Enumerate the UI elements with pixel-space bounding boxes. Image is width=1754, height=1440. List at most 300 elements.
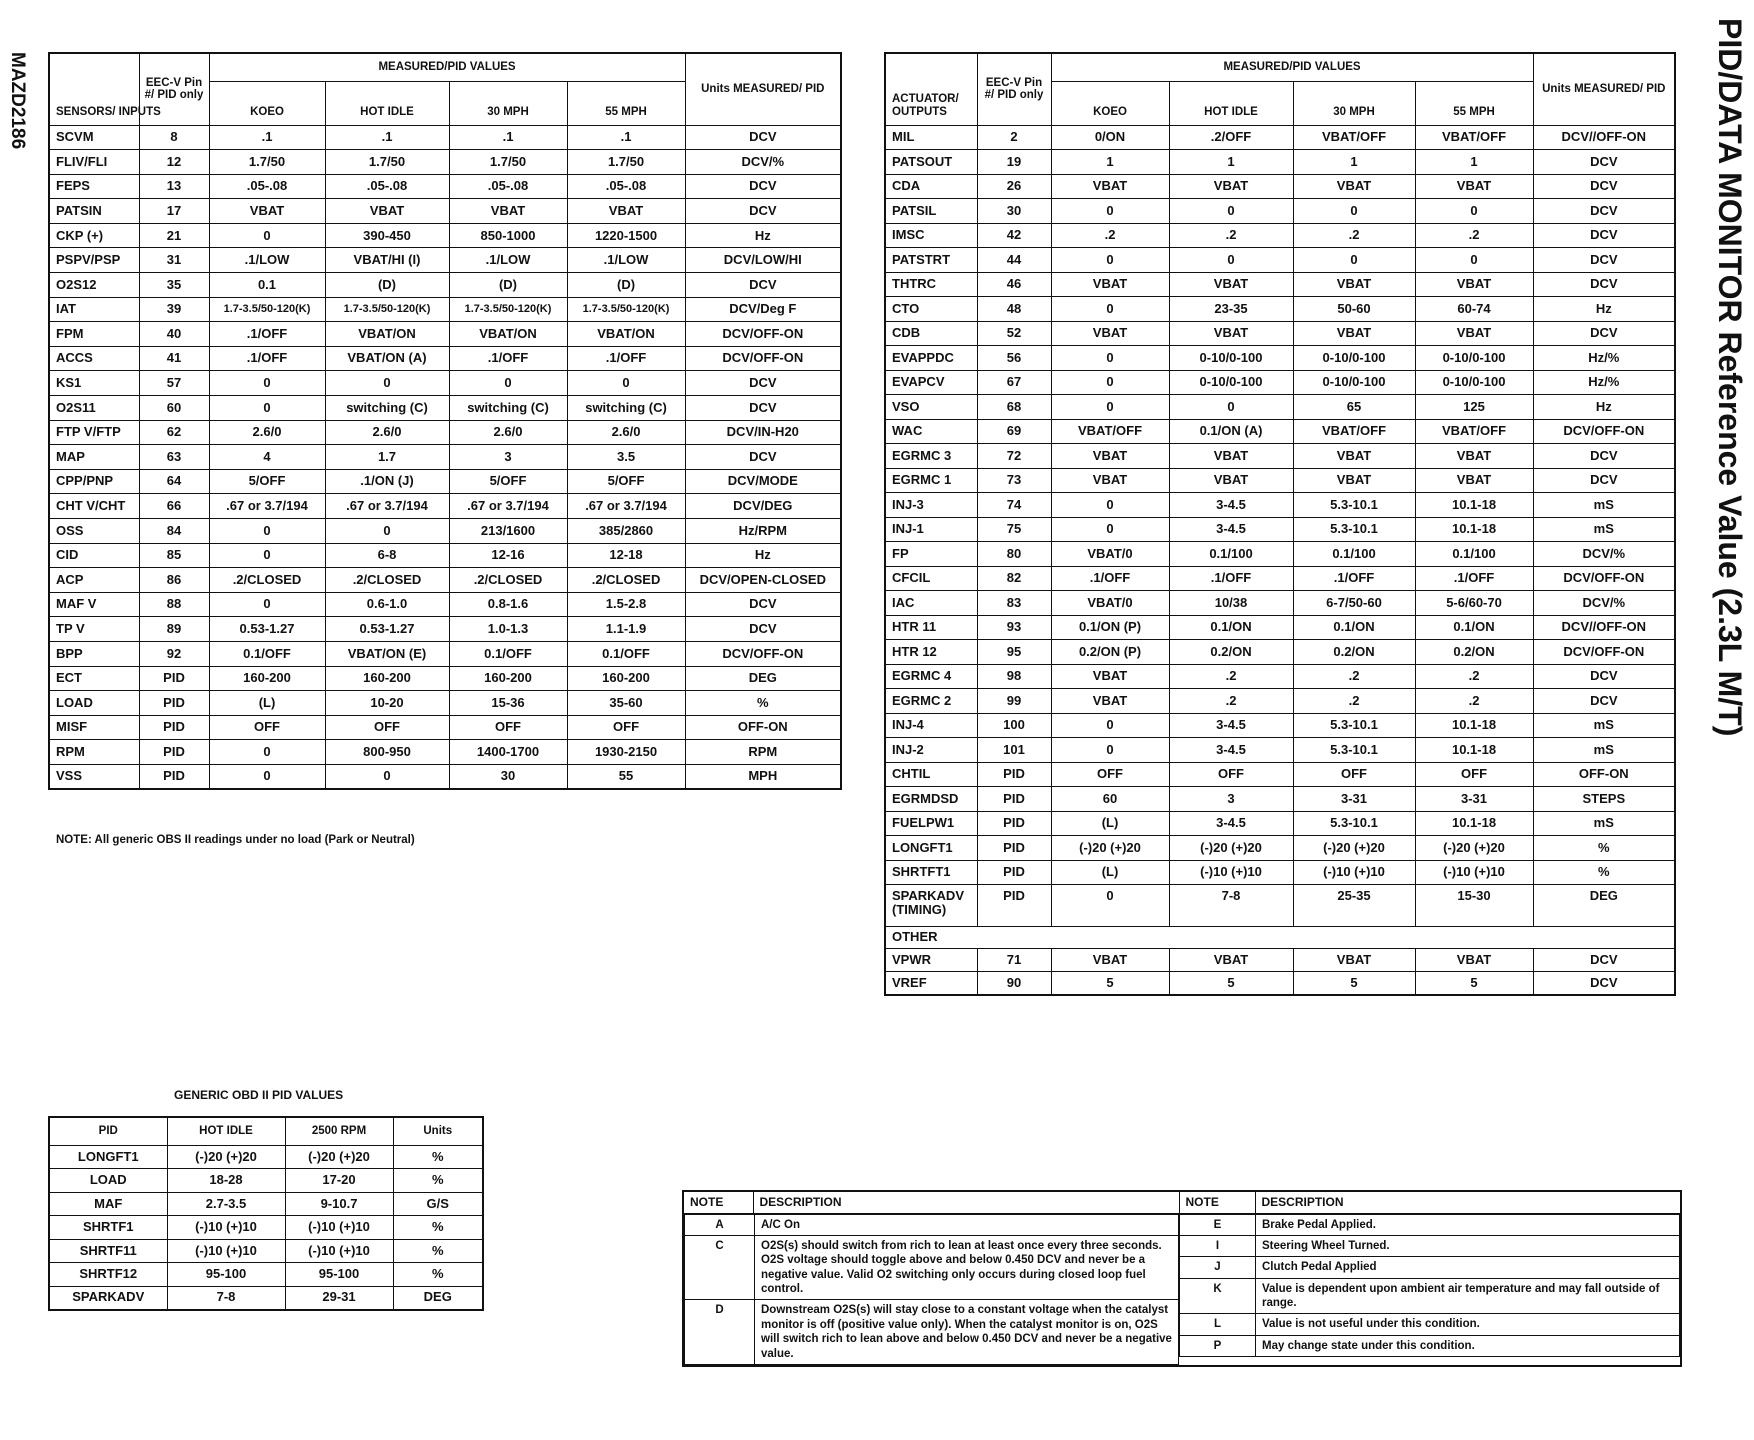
table-cell: 71: [977, 949, 1051, 972]
table-cell: (D): [567, 273, 685, 298]
table-cell: 10.1-18: [1415, 493, 1533, 518]
table-cell: .1/OFF: [449, 346, 567, 371]
table-row: [885, 591, 1675, 616]
table-cell: DCV/OFF-ON: [685, 346, 841, 371]
table-cell: 0.1/100: [1169, 542, 1293, 567]
table-cell: 1: [1051, 150, 1169, 175]
table-cell: .2: [1293, 223, 1415, 248]
table-cell: VBAT/HI (I): [325, 248, 449, 273]
table-cell: 0: [325, 519, 449, 544]
row-label: EVAPPDC: [885, 346, 977, 371]
sensors-name-header: SENSORS/ INPUTS: [49, 53, 139, 125]
table-cell: 56: [977, 346, 1051, 371]
actuators-table-body: [885, 125, 1675, 995]
row-label: TP V: [49, 617, 139, 642]
table-cell: 160-200: [567, 666, 685, 691]
table-cell: %: [1533, 836, 1675, 861]
table-cell: DCV: [685, 445, 841, 470]
note-row: [685, 1300, 1179, 1365]
table-cell: DCV/MODE: [685, 469, 841, 494]
table-cell: (L): [1051, 811, 1169, 836]
table-cell: DCV: [1533, 949, 1675, 972]
sensors-group-header: MEASURED/PID VALUES: [209, 53, 685, 81]
table-cell: 5/OFF: [209, 469, 325, 494]
table-row: [49, 223, 841, 248]
table-cell: DCV: [685, 125, 841, 150]
table-row: [885, 150, 1675, 175]
table-cell: mS: [1533, 811, 1675, 836]
note-description: Brake Pedal Applied.: [1256, 1214, 1680, 1235]
column-header: 2500 RPM: [285, 1117, 393, 1145]
table-cell: VBAT/OFF: [1415, 419, 1533, 444]
table-cell: (-)10 (+)10: [285, 1216, 393, 1240]
table-cell: 82: [977, 566, 1051, 591]
note-description: Value is not useful under this condition.: [1256, 1314, 1680, 1335]
table-cell: 60: [1051, 787, 1169, 812]
table-cell: 69: [977, 419, 1051, 444]
table-row: [49, 469, 841, 494]
row-label: OSS: [49, 519, 139, 544]
table-row: [885, 248, 1675, 273]
note-letter: I: [1180, 1235, 1256, 1256]
table-cell: (-)20 (+)20: [1293, 836, 1415, 861]
row-label: EGRMC 3: [885, 444, 977, 469]
table-cell: 72: [977, 444, 1051, 469]
table-cell: 1.7/50: [449, 150, 567, 175]
table-cell: DCV/%: [1533, 591, 1675, 616]
note-description: May change state under this condition.: [1256, 1335, 1680, 1356]
notes-right-description-header: DESCRIPTION: [1255, 1191, 1681, 1213]
table-cell: 41: [139, 346, 209, 371]
row-label: MIL: [885, 125, 977, 150]
table-cell: Hz: [1533, 297, 1675, 322]
table-cell: VBAT: [1051, 321, 1169, 346]
row-label: MAF V: [49, 592, 139, 617]
row-label: CPP/PNP: [49, 469, 139, 494]
notes-right-note-header: NOTE: [1179, 1191, 1255, 1213]
sensors-55mph-header: 55 MPH: [567, 81, 685, 125]
table-cell: DEG: [393, 1286, 483, 1310]
row-label: IMSC: [885, 223, 977, 248]
notes-left-description-header: DESCRIPTION: [753, 1191, 1179, 1213]
table-cell: 0: [1415, 248, 1533, 273]
table-cell: DCV/LOW/HI: [685, 248, 841, 273]
row-label: CID: [49, 543, 139, 568]
table-cell: DCV: [1533, 223, 1675, 248]
table-cell: DCV: [1533, 689, 1675, 714]
table-cell: .67 or 3.7/194: [325, 494, 449, 519]
table-cell: .1: [449, 125, 567, 150]
table-row: [885, 272, 1675, 297]
row-label: O2S11: [49, 396, 139, 421]
table-cell: .05-.08: [325, 174, 449, 199]
table-row: [49, 174, 841, 199]
table-cell: (D): [325, 273, 449, 298]
table-row: [49, 691, 841, 716]
notes-table-body: [683, 1213, 1681, 1366]
table-cell: 68: [977, 395, 1051, 420]
generic-obd-table: [48, 1116, 484, 1311]
table-cell: 98: [977, 664, 1051, 689]
table-cell: 5.3-10.1: [1293, 811, 1415, 836]
table-row: [885, 949, 1675, 972]
table-cell: DCV: [1533, 468, 1675, 493]
note-row: [1180, 1314, 1680, 1335]
table-cell: DCV/OFF-ON: [1533, 419, 1675, 444]
table-cell: 3: [449, 445, 567, 470]
table-cell: 0: [1293, 248, 1415, 273]
table-cell: .1: [325, 125, 449, 150]
table-cell: 3: [1169, 787, 1293, 812]
table-cell: 5.3-10.1: [1293, 517, 1415, 542]
table-cell: 5/OFF: [567, 469, 685, 494]
table-cell: .1/OFF: [1051, 566, 1169, 591]
table-row: [49, 199, 841, 224]
table-cell: DCV/IN-H20: [685, 420, 841, 445]
table-cell: 0.6-1.0: [325, 592, 449, 617]
table-cell: DCV: [1533, 972, 1675, 995]
actuator-outputs-table: [884, 52, 1676, 996]
table-row: [49, 1216, 483, 1240]
table-cell: DCV: [1533, 199, 1675, 224]
table-cell: .2/OFF: [1169, 125, 1293, 150]
row-label: CTO: [885, 297, 977, 322]
note-row: [1180, 1214, 1680, 1235]
note-description: Value is dependent upon ambient air temperature and may fall outside of range.: [1256, 1278, 1680, 1314]
table-cell: 160-200: [449, 666, 567, 691]
table-cell: .05-.08: [449, 174, 567, 199]
table-cell: 0: [209, 519, 325, 544]
table-cell: DCV//OFF-ON: [1533, 615, 1675, 640]
table-cell: 10.1-18: [1415, 738, 1533, 763]
table-cell: Hz: [685, 223, 841, 248]
table-cell: 62: [139, 420, 209, 445]
note-letter: A: [685, 1214, 755, 1235]
table-cell: mS: [1533, 493, 1675, 518]
table-cell: (-)20 (+)20: [1169, 836, 1293, 861]
table-cell: 89: [139, 617, 209, 642]
row-label: KS1: [49, 371, 139, 396]
row-label: PATSTRT: [885, 248, 977, 273]
table-cell: 850-1000: [449, 223, 567, 248]
table-cell: switching (C): [325, 396, 449, 421]
table-row: [49, 740, 841, 765]
note-letter: D: [685, 1300, 755, 1365]
table-cell: 92: [139, 641, 209, 666]
row-label: MAP: [49, 445, 139, 470]
table-cell: 2.6/0: [449, 420, 567, 445]
table-cell: 0: [1051, 517, 1169, 542]
table-cell: PID: [977, 885, 1051, 927]
table-cell: %: [393, 1239, 483, 1263]
table-cell: .1/LOW: [209, 248, 325, 273]
table-cell: 85: [139, 543, 209, 568]
table-cell: 3-4.5: [1169, 493, 1293, 518]
actuators-pin-header: EEC-V Pin #/ PID only: [977, 53, 1051, 125]
table-cell: 39: [139, 297, 209, 322]
sensors-30mph-header: 30 MPH: [449, 81, 567, 125]
actuators-55mph-header: 55 MPH: [1415, 81, 1533, 125]
actuators-30mph-header: 30 MPH: [1293, 81, 1415, 125]
table-cell: 0: [1293, 199, 1415, 224]
table-cell: 0.2/ON (P): [1051, 640, 1169, 665]
table-cell: VBAT: [1415, 468, 1533, 493]
table-row: [49, 248, 841, 273]
table-cell: DCV: [1533, 174, 1675, 199]
row-label: CDA: [885, 174, 977, 199]
table-cell: .1/ON (J): [325, 469, 449, 494]
table-cell: (L): [209, 691, 325, 716]
table-cell: DCV/%: [1533, 542, 1675, 567]
column-header: Units: [393, 1117, 483, 1145]
table-cell: .2: [1169, 689, 1293, 714]
table-cell: 0: [209, 543, 325, 568]
table-cell: 8: [139, 125, 209, 150]
table-row: [885, 444, 1675, 469]
table-cell: 12-18: [567, 543, 685, 568]
table-cell: 5-6/60-70: [1415, 591, 1533, 616]
row-label: SHRTF12: [49, 1263, 167, 1287]
table-cell: 80: [977, 542, 1051, 567]
row-label: EVAPCV: [885, 370, 977, 395]
row-label: THTRC: [885, 272, 977, 297]
table-cell: 0: [209, 371, 325, 396]
actuators-hot-idle-header: HOT IDLE: [1169, 81, 1293, 125]
table-cell: 0: [209, 740, 325, 765]
table-cell: VBAT: [1051, 949, 1169, 972]
row-label: VSS: [49, 764, 139, 789]
table-cell: DCV/Deg F: [685, 297, 841, 322]
table-cell: .1/OFF: [1415, 566, 1533, 591]
table-row: [49, 617, 841, 642]
table-cell: VBAT/OFF: [1415, 125, 1533, 150]
table-cell: 10.1-18: [1415, 517, 1533, 542]
table-cell: OFF: [449, 715, 567, 740]
table-cell: DCV//OFF-ON: [1533, 125, 1675, 150]
table-cell: VBAT: [325, 199, 449, 224]
row-label: HTR 12: [885, 640, 977, 665]
table-cell: 90: [977, 972, 1051, 995]
table-cell: DCV/OFF-ON: [1533, 640, 1675, 665]
table-row: [49, 715, 841, 740]
table-cell: OFF: [1051, 762, 1169, 787]
table-cell: VBAT: [1293, 444, 1415, 469]
table-cell: 86: [139, 568, 209, 593]
table-cell: VBAT: [1169, 321, 1293, 346]
table-cell: 100: [977, 713, 1051, 738]
table-cell: VBAT: [1293, 272, 1415, 297]
row-label: EGRMC 2: [885, 689, 977, 714]
table-cell: 12: [139, 150, 209, 175]
table-row: [885, 419, 1675, 444]
table-cell: 0.2/ON: [1415, 640, 1533, 665]
table-row: [885, 762, 1675, 787]
table-cell: %: [393, 1169, 483, 1193]
generic-table-body: [49, 1145, 483, 1310]
table-cell: 60: [139, 396, 209, 421]
table-row: [885, 972, 1675, 995]
table-cell: 5.3-10.1: [1293, 713, 1415, 738]
table-cell: 0: [1051, 370, 1169, 395]
note-row: [1180, 1278, 1680, 1314]
table-cell: 46: [977, 272, 1051, 297]
table-cell: VBAT/ON (A): [325, 346, 449, 371]
table-cell: Hz/%: [1533, 346, 1675, 371]
row-label: INJ-2: [885, 738, 977, 763]
other-section-label: OTHER: [885, 927, 1675, 949]
row-label: IAT: [49, 297, 139, 322]
row-label: PATSIN: [49, 199, 139, 224]
sensors-units-header: Units MEASURED/ PID: [685, 53, 841, 125]
note-description: Steering Wheel Turned.: [1256, 1235, 1680, 1256]
table-row: [885, 346, 1675, 371]
table-cell: DCV: [685, 174, 841, 199]
table-cell: VBAT: [1051, 444, 1169, 469]
table-cell: 0: [1051, 395, 1169, 420]
table-cell: 35-60: [567, 691, 685, 716]
note-letter: P: [1180, 1335, 1256, 1356]
table-cell: 0.1/ON: [1415, 615, 1533, 640]
row-label: IAC: [885, 591, 977, 616]
column-header: HOT IDLE: [167, 1117, 285, 1145]
table-cell: 0: [449, 371, 567, 396]
table-cell: 25-35: [1293, 885, 1415, 927]
table-cell: 0.1/100: [1415, 542, 1533, 567]
table-cell: 1.7-3.5/50-120(K): [209, 297, 325, 322]
table-cell: VBAT: [1415, 272, 1533, 297]
table-cell: PID: [139, 740, 209, 765]
table-cell: 0.1/OFF: [449, 641, 567, 666]
row-label: ECT: [49, 666, 139, 691]
table-row: [49, 150, 841, 175]
table-cell: DCV/OFF-ON: [1533, 566, 1675, 591]
table-row: [49, 371, 841, 396]
table-cell: 1.7-3.5/50-120(K): [325, 297, 449, 322]
table-cell: 3-4.5: [1169, 713, 1293, 738]
table-cell: VBAT: [1415, 174, 1533, 199]
table-cell: 213/1600: [449, 519, 567, 544]
table-cell: PID: [139, 764, 209, 789]
table-cell: 0-10/0-100: [1169, 346, 1293, 371]
table-cell: 0-10/0-100: [1169, 370, 1293, 395]
table-cell: 0.1/ON: [1169, 615, 1293, 640]
sensors-footnote: NOTE: All generic OBS II readings under no load (Park or Neutral): [56, 834, 415, 846]
table-cell: 5: [1169, 972, 1293, 995]
table-cell: 17-20: [285, 1169, 393, 1193]
row-label: INJ-4: [885, 713, 977, 738]
table-cell: 21: [139, 223, 209, 248]
table-cell: 84: [139, 519, 209, 544]
table-cell: 1930-2150: [567, 740, 685, 765]
table-row: [49, 297, 841, 322]
table-cell: .2/CLOSED: [567, 568, 685, 593]
table-cell: 5: [1051, 972, 1169, 995]
table-cell: 15-36: [449, 691, 567, 716]
row-label: VREF: [885, 972, 977, 995]
table-cell: .1: [567, 125, 685, 150]
table-cell: 2.6/0: [209, 420, 325, 445]
table-cell: 44: [977, 248, 1051, 273]
table-cell: VBAT: [1169, 174, 1293, 199]
table-cell: mS: [1533, 517, 1675, 542]
table-cell: DCV/OFF-ON: [685, 322, 841, 347]
table-cell: PID: [977, 787, 1051, 812]
row-label: WAC: [885, 419, 977, 444]
table-cell: VBAT: [1169, 444, 1293, 469]
table-row: [49, 346, 841, 371]
note-row: [1180, 1257, 1680, 1278]
row-label: INJ-3: [885, 493, 977, 518]
table-cell: DCV: [685, 617, 841, 642]
table-cell: VBAT/ON: [449, 322, 567, 347]
table-cell: 9-10.7: [285, 1192, 393, 1216]
table-cell: OFF: [209, 715, 325, 740]
note-row: [1180, 1235, 1680, 1256]
table-cell: 35: [139, 273, 209, 298]
table-cell: VBAT: [1169, 949, 1293, 972]
table-cell: VBAT: [1051, 664, 1169, 689]
table-cell: 95: [977, 640, 1051, 665]
table-row: [885, 297, 1675, 322]
table-cell: 75: [977, 517, 1051, 542]
table-cell: 60-74: [1415, 297, 1533, 322]
table-cell: 4: [209, 445, 325, 470]
table-cell: DCV: [685, 199, 841, 224]
table-cell: 0-10/0-100: [1293, 346, 1415, 371]
row-label: VSO: [885, 395, 977, 420]
row-label: O2S12: [49, 273, 139, 298]
table-cell: 1: [1169, 150, 1293, 175]
table-cell: VBAT/0: [1051, 542, 1169, 567]
notes-left-note-header: NOTE: [683, 1191, 753, 1213]
table-cell: 1.7: [325, 445, 449, 470]
table-cell: 390-450: [325, 223, 449, 248]
table-row: [885, 517, 1675, 542]
generic-header-row: [49, 1117, 483, 1145]
actuators-name-header: ACTUATOR/ OUTPUTS: [885, 53, 977, 125]
sensors-pin-header: EEC-V Pin #/ PID only: [139, 53, 209, 125]
table-row: [885, 566, 1675, 591]
table-cell: DCV: [685, 371, 841, 396]
table-cell: OFF: [567, 715, 685, 740]
table-cell: PID: [139, 715, 209, 740]
table-cell: 0: [1051, 493, 1169, 518]
row-label: SHRTFT1: [885, 860, 977, 885]
table-row: [885, 713, 1675, 738]
table-row: [49, 764, 841, 789]
table-cell: DCV: [1533, 444, 1675, 469]
table-cell: VBAT: [1051, 689, 1169, 714]
table-cell: 0: [209, 764, 325, 789]
table-cell: 0.1/ON (P): [1051, 615, 1169, 640]
table-cell: 42: [977, 223, 1051, 248]
table-cell: 0: [1051, 199, 1169, 224]
other-section-row: [885, 927, 1675, 949]
table-row: [49, 494, 841, 519]
table-cell: G/S: [393, 1192, 483, 1216]
table-cell: switching (C): [449, 396, 567, 421]
table-cell: VBAT: [1169, 272, 1293, 297]
table-cell: 5.3-10.1: [1293, 493, 1415, 518]
table-cell: VBAT/OFF: [1293, 419, 1415, 444]
table-row: [885, 787, 1675, 812]
table-cell: .2: [1169, 223, 1293, 248]
table-row: [885, 885, 1675, 927]
table-cell: 2.6/0: [567, 420, 685, 445]
note-row: [1180, 1335, 1680, 1356]
table-cell: 95-100: [167, 1263, 285, 1287]
table-cell: 0: [209, 592, 325, 617]
